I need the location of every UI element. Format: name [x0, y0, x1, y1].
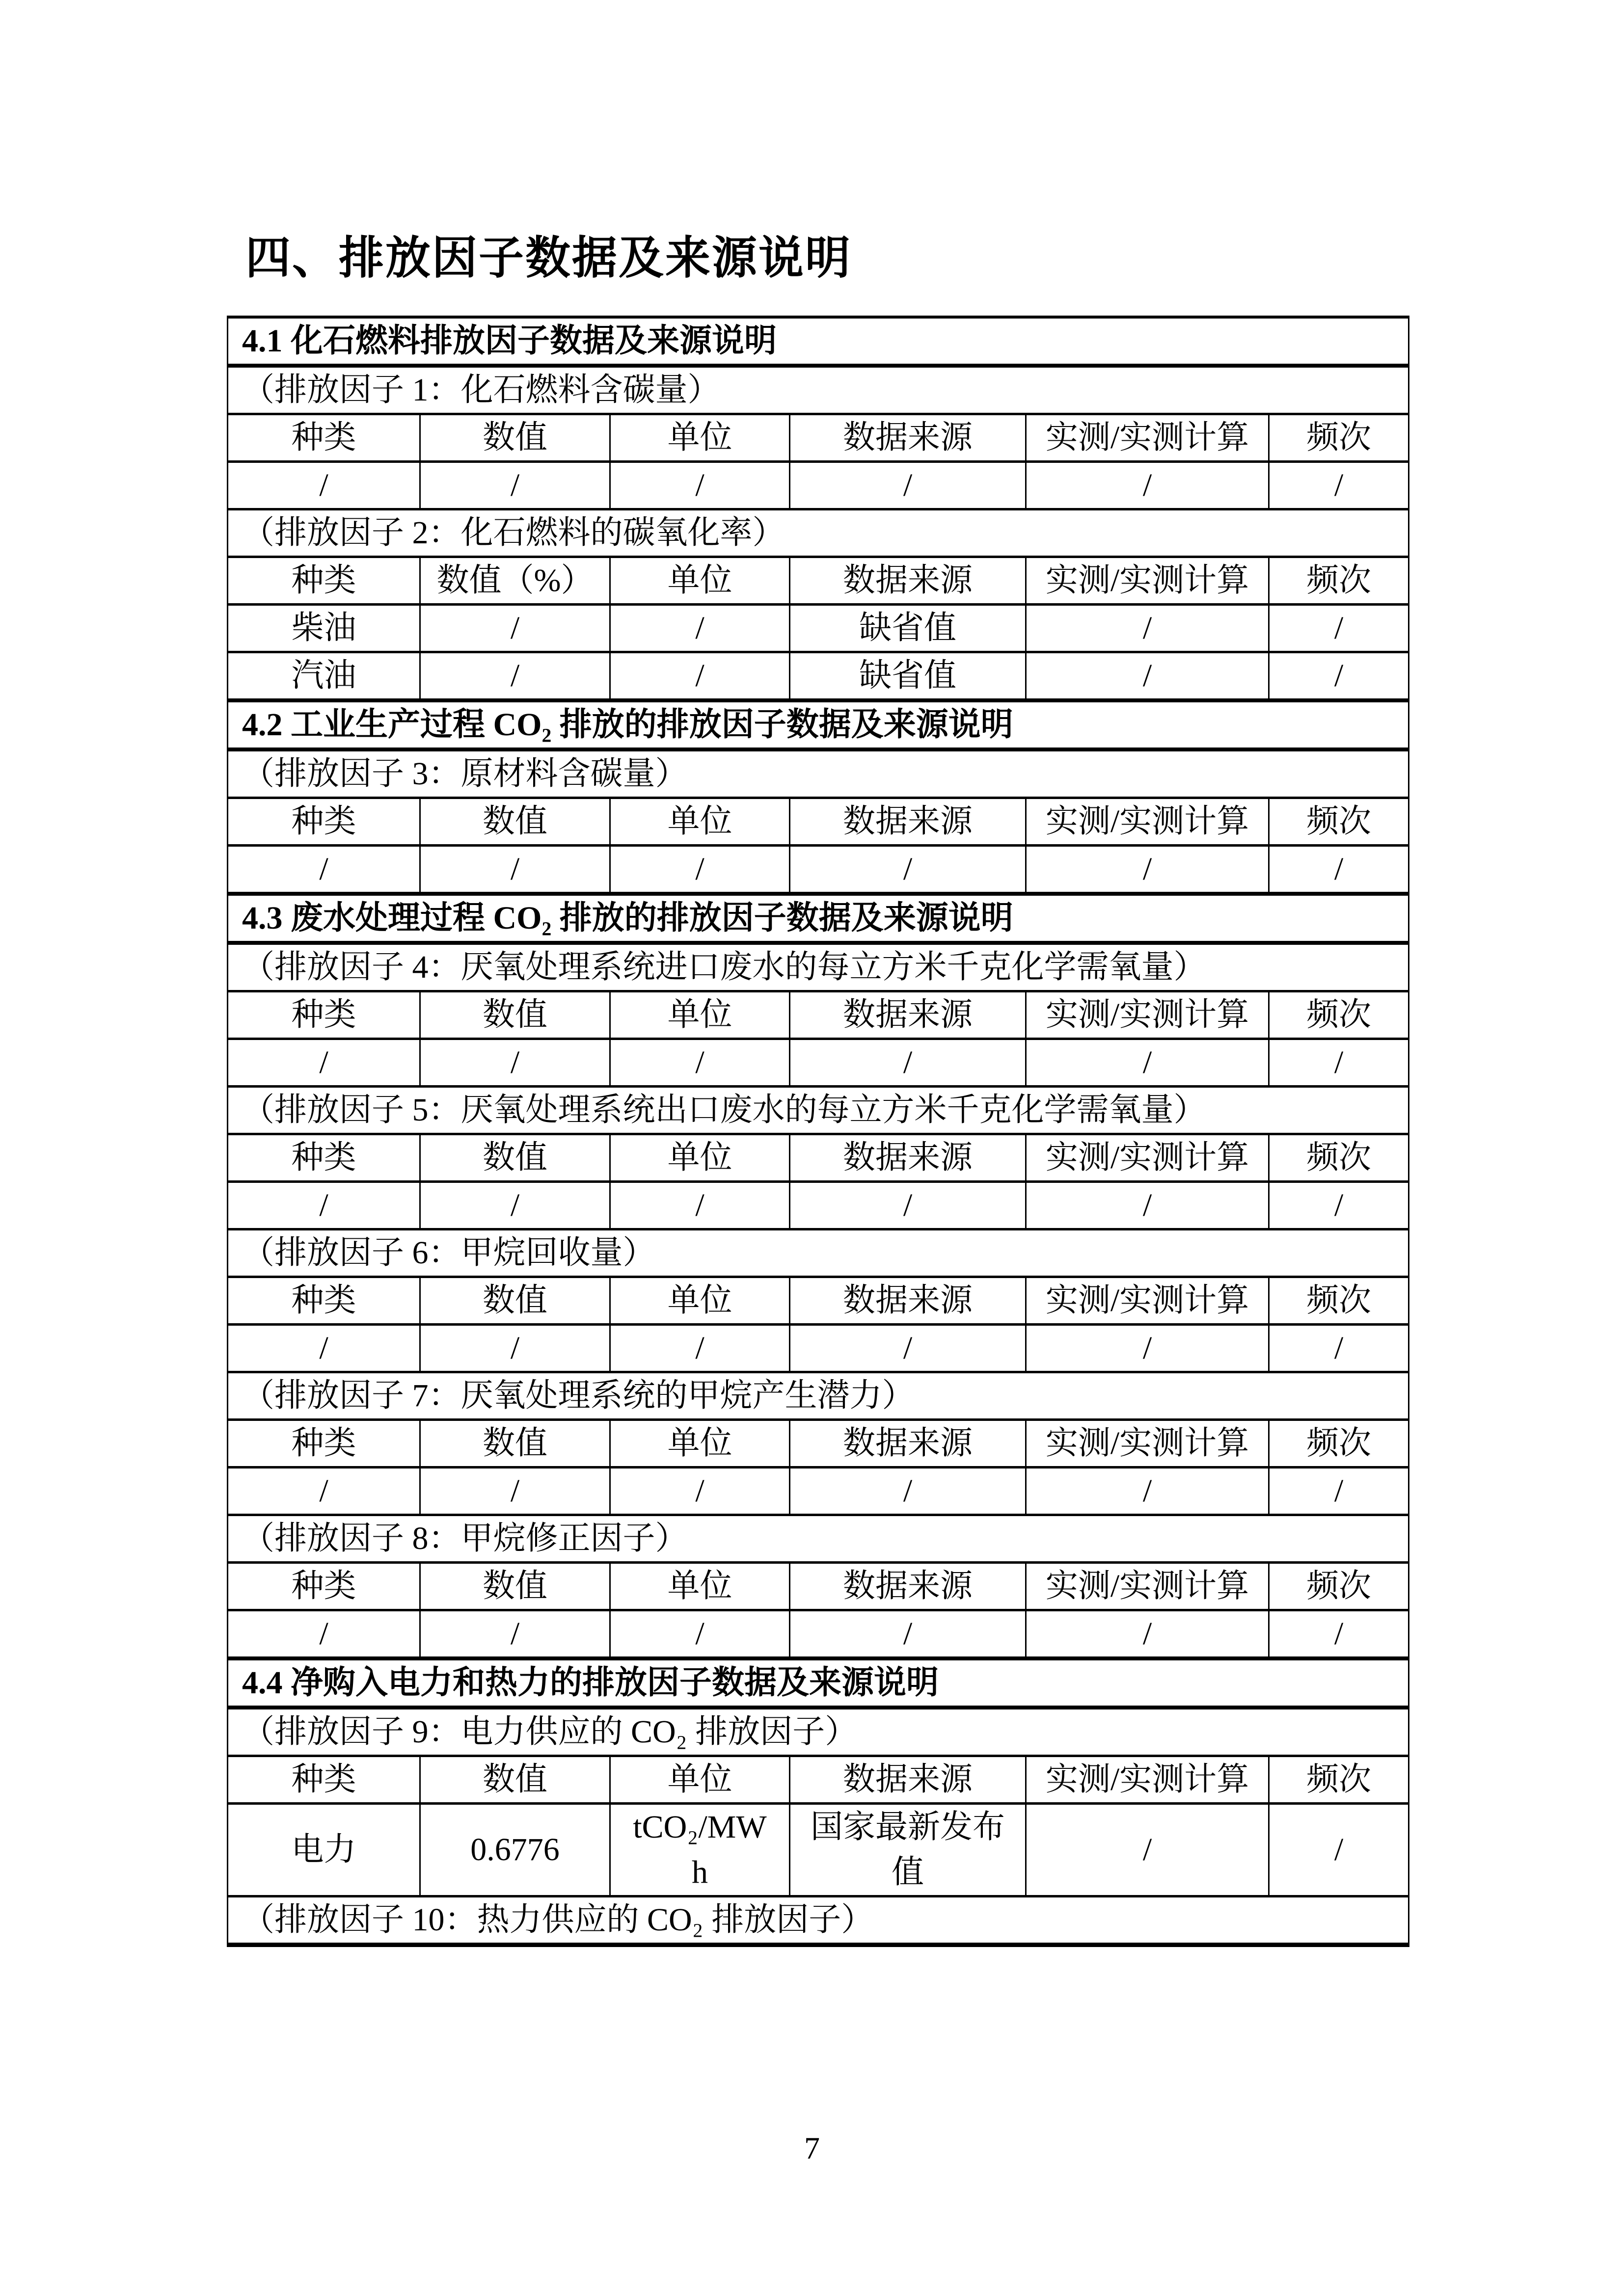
data-cell — [228, 846, 420, 894]
data-cell — [610, 652, 790, 701]
column-header — [610, 414, 790, 462]
data-cell — [790, 605, 1026, 652]
data-cell-text: / — [695, 467, 704, 503]
column-header — [420, 1756, 610, 1804]
column-header — [420, 1420, 610, 1468]
data-cell — [1269, 652, 1409, 701]
column-header-text: 数值 — [483, 1282, 547, 1318]
column-header-text: 数据来源 — [843, 562, 973, 598]
column-header-text: 数值 — [483, 420, 547, 455]
column-header-text: 数值 — [483, 1762, 547, 1797]
data-cell-text: 电力 — [291, 1832, 356, 1868]
data-cell-text: / — [695, 1044, 704, 1080]
data-cell — [1026, 605, 1269, 652]
column-header-text: 单位 — [667, 803, 732, 839]
column-header-text: 实测/实测计算 — [1045, 420, 1249, 455]
factor-label-row — [228, 943, 1409, 991]
column-header-text: 单位 — [667, 997, 732, 1033]
column-header — [610, 1756, 790, 1804]
data-cell-text: / — [1142, 1187, 1152, 1223]
data-cell — [1269, 1039, 1409, 1087]
table-row — [228, 605, 1409, 652]
data-cell — [610, 846, 790, 894]
data-cell-text: / — [1334, 1187, 1344, 1223]
data-cell-text: / — [319, 467, 328, 503]
data-cell — [790, 1610, 1026, 1659]
column-header-text: 频次 — [1306, 562, 1372, 598]
page-number: 7 — [804, 2131, 820, 2165]
column-header — [610, 1563, 790, 1610]
data-cell — [790, 462, 1026, 509]
data-cell-text: tCO₂/MWh — [633, 1809, 767, 1890]
column-header — [790, 1420, 1026, 1468]
factor-label-row — [228, 366, 1409, 414]
factor-label-row — [228, 1087, 1409, 1134]
column-header-text: 实测/实测计算 — [1045, 997, 1249, 1033]
column-header — [1269, 414, 1409, 462]
column-header-text: 种类 — [291, 420, 356, 455]
column-header-row — [228, 1420, 1409, 1468]
data-cell — [228, 462, 420, 509]
data-cell-text: / — [319, 1616, 328, 1652]
column-header — [228, 1420, 420, 1468]
table-row — [228, 1610, 1409, 1659]
data-cell-text: / — [1142, 1044, 1152, 1080]
column-header-text: 种类 — [291, 1762, 356, 1797]
data-cell-text: 缺省值 — [859, 610, 956, 646]
data-cell — [790, 1468, 1026, 1515]
data-cell-text: / — [1142, 1330, 1152, 1366]
data-cell — [790, 1804, 1026, 1896]
table-row — [228, 846, 1409, 894]
data-cell-text: / — [510, 1473, 520, 1509]
data-cell-text: / — [1334, 658, 1344, 694]
data-cell-text: 0.6776 — [470, 1832, 560, 1868]
data-cell-text: 柴油 — [291, 610, 356, 646]
column-header-text: 单位 — [667, 1140, 732, 1175]
data-cell-text: / — [695, 610, 704, 646]
column-header — [228, 1134, 420, 1182]
data-cell-text: / — [319, 851, 328, 887]
column-header-text: 实测/实测计算 — [1045, 1568, 1249, 1604]
data-cell-text: / — [1334, 467, 1344, 503]
column-header — [228, 414, 420, 462]
data-cell — [1026, 1182, 1269, 1229]
column-header-row — [228, 1563, 1409, 1610]
data-cell-text: / — [903, 1330, 913, 1366]
column-header — [1269, 1563, 1409, 1610]
column-header-text: 数据来源 — [843, 1282, 973, 1318]
column-header — [610, 1277, 790, 1325]
factor-label — [228, 1229, 1409, 1277]
column-header-text: 频次 — [1306, 420, 1372, 455]
column-header — [1026, 557, 1269, 605]
column-header — [1269, 991, 1409, 1039]
column-header — [420, 1134, 610, 1182]
column-header-text: 数据来源 — [843, 1425, 973, 1461]
column-header-text: 种类 — [291, 1425, 356, 1461]
column-header — [1026, 1756, 1269, 1804]
column-header-text: 频次 — [1306, 1140, 1372, 1175]
data-cell-text: / — [903, 467, 913, 503]
data-cell — [610, 462, 790, 509]
data-cell-text: 缺省值 — [859, 658, 956, 694]
data-cell-text: / — [1142, 610, 1152, 646]
section-heading-text: 4.2 工业生产过程 CO₂ 排放的排放因子数据及来源说明 — [242, 707, 1013, 743]
data-cell — [610, 1468, 790, 1515]
table-row — [228, 652, 1409, 701]
column-header-text: 数据来源 — [843, 1762, 973, 1797]
data-cell — [228, 1468, 420, 1515]
data-cell — [420, 652, 610, 701]
table-row — [228, 1804, 1409, 1896]
factor-label-text: （排放因子 1：化石燃料含碳量） — [242, 372, 720, 408]
table-row — [228, 1468, 1409, 1515]
data-cell — [420, 605, 610, 652]
factor-label — [228, 749, 1409, 798]
data-cell — [420, 1804, 610, 1896]
factor-label-row — [228, 1708, 1409, 1756]
column-header-text: 频次 — [1306, 997, 1372, 1033]
factor-label — [228, 1515, 1409, 1563]
column-header-text: 数据来源 — [843, 420, 973, 455]
column-header-row — [228, 798, 1409, 846]
column-header-text: 种类 — [291, 1140, 356, 1175]
section-heading-row — [228, 317, 1409, 366]
data-cell — [610, 1325, 790, 1372]
column-header — [1026, 1563, 1269, 1610]
factor-label-text: （排放因子 9：电力供应的 CO₂ 排放因子） — [242, 1714, 858, 1750]
column-header-text: 数值 — [483, 997, 547, 1033]
factor-label-text: （排放因子 4：厌氧处理系统进口废水的每立方米千克化学需氧量） — [242, 949, 1206, 985]
data-cell — [1269, 1610, 1409, 1659]
column-header — [1026, 1277, 1269, 1325]
data-cell — [228, 605, 420, 652]
data-cell — [610, 1182, 790, 1229]
column-header — [228, 991, 420, 1039]
column-header-text: 频次 — [1306, 1762, 1372, 1797]
data-cell-text: / — [1334, 1473, 1344, 1509]
column-header-row — [228, 1277, 1409, 1325]
column-header-row — [228, 991, 1409, 1039]
data-cell-text: / — [319, 1044, 328, 1080]
table-row — [228, 1325, 1409, 1372]
section-heading-text: 4.4 净购入电力和热力的排放因子数据及来源说明 — [242, 1665, 939, 1701]
data-cell — [1269, 1468, 1409, 1515]
column-header-text: 数值（%） — [436, 562, 594, 598]
table-row — [228, 1182, 1409, 1229]
column-header — [228, 1563, 420, 1610]
column-header — [1026, 991, 1269, 1039]
column-header — [1269, 1756, 1409, 1804]
data-cell-text: 汽油 — [291, 658, 356, 694]
column-header-text: 实测/实测计算 — [1045, 1762, 1249, 1797]
data-cell-text: / — [1334, 1330, 1344, 1366]
column-header — [1026, 798, 1269, 846]
column-header-text: 实测/实测计算 — [1045, 1282, 1249, 1318]
factor-label-row — [228, 1896, 1409, 1945]
column-header-text: 实测/实测计算 — [1045, 1140, 1249, 1175]
column-header-text: 数据来源 — [843, 1568, 973, 1604]
data-cell — [610, 1804, 790, 1896]
column-header — [228, 1277, 420, 1325]
data-cell — [420, 1039, 610, 1087]
column-header — [790, 1277, 1026, 1325]
column-header-text: 单位 — [667, 562, 732, 598]
section-heading-text: 4.3 废水处理过程 CO₂ 排放的排放因子数据及来源说明 — [242, 900, 1013, 936]
section-heading — [228, 894, 1409, 943]
column-header-text: 单位 — [667, 1568, 732, 1604]
column-header — [1026, 1134, 1269, 1182]
column-header — [790, 557, 1026, 605]
data-cell — [1269, 1804, 1409, 1896]
factor-label-row — [228, 1515, 1409, 1563]
section-heading-row — [228, 1658, 1409, 1708]
column-header-text: 种类 — [291, 997, 356, 1033]
data-cell — [1269, 462, 1409, 509]
data-cell-text: / — [1142, 1616, 1152, 1652]
column-header — [228, 557, 420, 605]
data-cell — [420, 1182, 610, 1229]
data-cell-text: / — [1142, 658, 1152, 694]
data-cell — [790, 652, 1026, 701]
factor-label-text: （排放因子 7：厌氧处理系统的甲烷产生潜力） — [242, 1378, 915, 1414]
data-cell-text: / — [903, 1473, 913, 1509]
column-header — [1269, 798, 1409, 846]
column-header — [790, 414, 1026, 462]
data-cell-text: / — [319, 1187, 328, 1223]
column-header — [420, 557, 610, 605]
data-cell-text: / — [903, 1187, 913, 1223]
data-cell-text: / — [510, 610, 520, 646]
factor-label — [228, 509, 1409, 557]
data-cell — [228, 1182, 420, 1229]
data-cell — [228, 652, 420, 701]
factor-label-text: （排放因子 3：原材料含碳量） — [242, 756, 688, 792]
data-cell — [228, 1804, 420, 1896]
data-cell-text: / — [1142, 1473, 1152, 1509]
column-header — [610, 1420, 790, 1468]
column-header-row — [228, 557, 1409, 605]
column-header — [1026, 414, 1269, 462]
data-cell-text: / — [695, 658, 704, 694]
data-cell — [1026, 1039, 1269, 1087]
column-header-text: 数值 — [483, 803, 547, 839]
column-header-text: 数据来源 — [843, 1140, 973, 1175]
column-header-text: 实测/实测计算 — [1045, 803, 1249, 839]
page-title: 四、排放因子数据及来源说明 — [245, 233, 852, 283]
data-cell-text: / — [695, 851, 704, 887]
data-cell-text: / — [510, 467, 520, 503]
factor-label — [228, 366, 1409, 414]
column-header-row — [228, 1134, 1409, 1182]
factor-label-text: （排放因子 10：热力供应的 CO₂ 排放因子） — [242, 1902, 874, 1938]
column-header — [1026, 1420, 1269, 1468]
data-cell — [420, 1610, 610, 1659]
data-cell — [610, 1039, 790, 1087]
data-cell — [228, 1610, 420, 1659]
data-cell — [1026, 462, 1269, 509]
factor-label — [228, 1708, 1409, 1756]
data-cell — [1269, 1325, 1409, 1372]
data-cell — [228, 1039, 420, 1087]
data-cell-text: / — [1142, 851, 1152, 887]
column-header-text: 种类 — [291, 803, 356, 839]
data-cell-text: / — [510, 1187, 520, 1223]
column-header-text: 实测/实测计算 — [1045, 1425, 1249, 1461]
data-cell — [1026, 1610, 1269, 1659]
data-cell — [1269, 846, 1409, 894]
column-header — [420, 1277, 610, 1325]
data-cell-text: / — [903, 851, 913, 887]
factor-label-text: （排放因子 5：厌氧处理系统出口废水的每立方米千克化学需氧量） — [242, 1092, 1206, 1128]
column-header-text: 实测/实测计算 — [1045, 562, 1249, 598]
column-header-text: 单位 — [667, 1282, 732, 1318]
data-cell — [790, 1325, 1026, 1372]
column-header — [1269, 1277, 1409, 1325]
data-cell-text: / — [695, 1330, 704, 1366]
column-header-text: 频次 — [1306, 1282, 1372, 1318]
data-cell-text: / — [1142, 1832, 1152, 1868]
column-header-text: 数值 — [483, 1425, 547, 1461]
column-header-text: 频次 — [1306, 1568, 1372, 1604]
data-cell-text: / — [695, 1187, 704, 1223]
column-header — [790, 1756, 1026, 1804]
section-heading — [228, 1658, 1409, 1708]
factor-label-row — [228, 509, 1409, 557]
data-cell-text: / — [903, 1044, 913, 1080]
data-cell-text: / — [510, 658, 520, 694]
factor-label-text: （排放因子 2：化石燃料的碳氧化率） — [242, 515, 785, 551]
factor-label — [228, 1372, 1409, 1420]
column-header-text: 数据来源 — [843, 997, 973, 1033]
data-cell-text: / — [510, 1044, 520, 1080]
data-cell — [420, 1325, 610, 1372]
column-header-text: 单位 — [667, 420, 732, 455]
column-header-row — [228, 1756, 1409, 1804]
column-header — [610, 991, 790, 1039]
column-header — [420, 991, 610, 1039]
column-header-text: 数值 — [483, 1568, 547, 1604]
column-header — [610, 557, 790, 605]
section-heading — [228, 700, 1409, 749]
emission-factors-table — [227, 316, 1409, 1947]
column-header — [790, 1134, 1026, 1182]
column-header-text: 种类 — [291, 1282, 356, 1318]
data-cell — [610, 1610, 790, 1659]
column-header — [790, 1563, 1026, 1610]
data-cell-text: / — [1334, 1616, 1344, 1652]
factor-label — [228, 1087, 1409, 1134]
data-cell — [790, 846, 1026, 894]
section-heading-row — [228, 894, 1409, 943]
data-cell-text: / — [510, 851, 520, 887]
data-cell — [420, 1468, 610, 1515]
column-header-text: 数据来源 — [843, 803, 973, 839]
factor-label-row — [228, 1372, 1409, 1420]
column-header — [228, 1756, 420, 1804]
column-header-text: 数值 — [483, 1140, 547, 1175]
data-cell-text: / — [1334, 1832, 1344, 1868]
data-cell — [228, 1325, 420, 1372]
column-header — [610, 1134, 790, 1182]
column-header — [790, 798, 1026, 846]
data-cell-text: / — [510, 1330, 520, 1366]
section-heading-text: 4.1 化石燃料排放因子数据及来源说明 — [242, 323, 777, 359]
data-cell-text: / — [695, 1473, 704, 1509]
section-heading — [228, 317, 1409, 366]
data-cell-text: / — [319, 1330, 328, 1366]
data-cell — [610, 605, 790, 652]
column-header — [1269, 1420, 1409, 1468]
data-cell-text: / — [510, 1616, 520, 1652]
column-header — [1269, 1134, 1409, 1182]
data-cell — [1026, 846, 1269, 894]
data-cell-text: / — [1334, 610, 1344, 646]
data-cell — [420, 462, 610, 509]
data-cell-text: / — [903, 1616, 913, 1652]
table-row — [228, 1039, 1409, 1087]
data-cell — [420, 846, 610, 894]
column-header-text: 种类 — [291, 1568, 356, 1604]
factor-label-row — [228, 1229, 1409, 1277]
column-header — [228, 798, 420, 846]
column-header-text: 单位 — [667, 1425, 732, 1461]
data-cell — [790, 1039, 1026, 1087]
data-cell — [1026, 1804, 1269, 1896]
data-cell-text: / — [1334, 851, 1344, 887]
column-header — [1269, 557, 1409, 605]
data-cell — [1026, 1468, 1269, 1515]
factor-label-text: （排放因子 8：甲烷修正因子） — [242, 1521, 688, 1556]
table-row — [228, 462, 1409, 509]
column-header-row — [228, 414, 1409, 462]
factor-label — [228, 943, 1409, 991]
data-cell — [790, 1182, 1026, 1229]
column-header — [420, 1563, 610, 1610]
data-cell-text: / — [1334, 1044, 1344, 1080]
data-cell-text: / — [695, 1616, 704, 1652]
column-header — [420, 414, 610, 462]
data-cell — [1269, 1182, 1409, 1229]
data-cell — [1026, 652, 1269, 701]
column-header-text: 种类 — [291, 562, 356, 598]
data-cell — [1026, 1325, 1269, 1372]
column-header — [420, 798, 610, 846]
data-cell — [1269, 605, 1409, 652]
column-header — [610, 798, 790, 846]
factor-label-row — [228, 749, 1409, 798]
column-header-text: 频次 — [1306, 803, 1372, 839]
column-header-text: 单位 — [667, 1762, 732, 1797]
data-cell-text: / — [1142, 467, 1152, 503]
factor-label-text: （排放因子 6：甲烷回收量） — [242, 1235, 655, 1271]
section-heading-row — [228, 700, 1409, 749]
column-header-text: 频次 — [1306, 1425, 1372, 1461]
column-header — [790, 991, 1026, 1039]
data-cell-text: 国家最新发布值 — [811, 1809, 1005, 1890]
factor-label — [228, 1896, 1409, 1945]
data-cell-text: / — [319, 1473, 328, 1509]
